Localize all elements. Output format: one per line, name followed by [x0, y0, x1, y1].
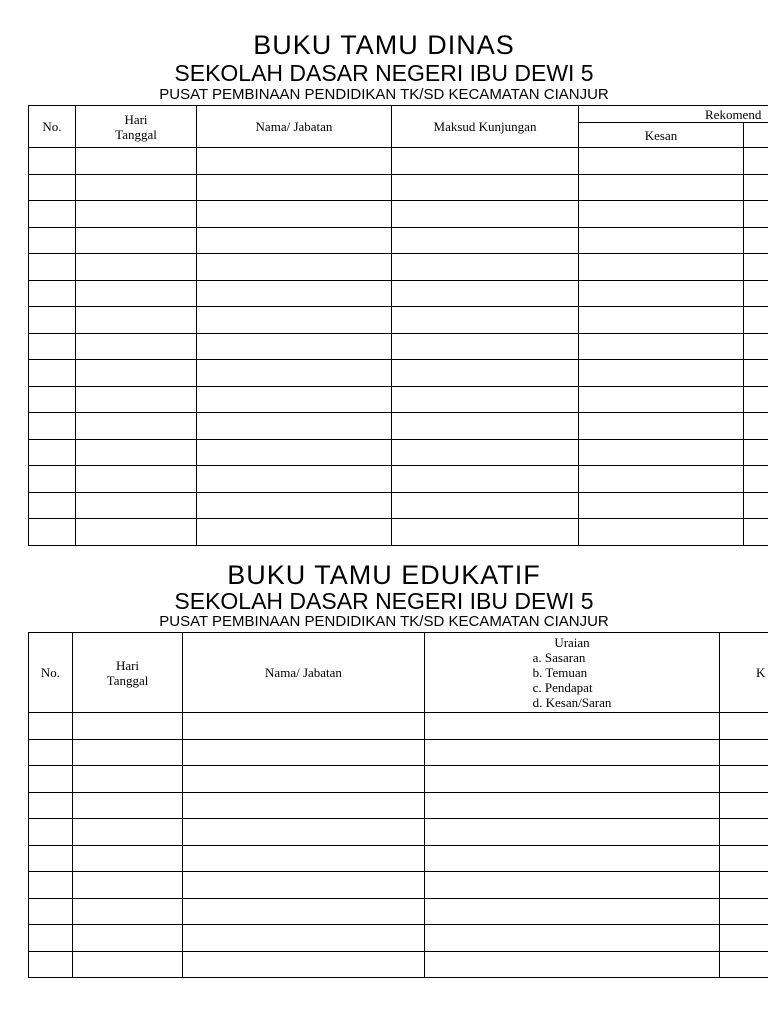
empty-cell[interactable]	[183, 951, 425, 978]
table-row	[29, 307, 768, 334]
empty-cell[interactable]	[425, 898, 720, 925]
empty-cell[interactable]	[579, 519, 744, 546]
table-row	[29, 739, 768, 766]
table-row	[29, 519, 768, 546]
empty-cell[interactable]	[425, 792, 720, 819]
empty-cell[interactable]	[76, 174, 197, 201]
empty-cell[interactable]	[744, 360, 768, 387]
empty-cell[interactable]	[744, 174, 768, 201]
empty-cell[interactable]	[183, 792, 425, 819]
empty-cell[interactable]	[76, 413, 197, 440]
table-row	[29, 492, 768, 519]
empty-cell[interactable]	[76, 519, 197, 546]
empty-cell[interactable]	[76, 148, 197, 175]
empty-cell[interactable]	[73, 845, 183, 872]
empty-cell[interactable]	[76, 439, 197, 466]
empty-cell[interactable]	[29, 739, 73, 766]
empty-cell[interactable]	[425, 819, 720, 846]
empty-cell[interactable]	[744, 333, 768, 360]
empty-cell[interactable]	[392, 280, 579, 307]
table-row	[29, 898, 768, 925]
dinas-table-body	[29, 148, 768, 546]
empty-cell[interactable]	[197, 148, 392, 175]
empty-cell[interactable]	[744, 492, 768, 519]
table-row	[29, 951, 768, 978]
table-row	[29, 925, 768, 952]
empty-cell[interactable]	[392, 227, 579, 254]
empty-cell[interactable]	[29, 254, 76, 281]
empty-cell[interactable]	[425, 845, 720, 872]
empty-cell[interactable]	[392, 519, 579, 546]
table-row	[29, 174, 768, 201]
header-no: No.	[29, 633, 73, 713]
header-uraian: Uraian a. Sasaran b. Temuan c. Pendapat d. Kesan/Saran	[425, 633, 720, 713]
empty-cell[interactable]	[392, 148, 579, 175]
empty-cell[interactable]	[197, 307, 392, 334]
empty-cell[interactable]	[197, 439, 392, 466]
empty-cell[interactable]	[73, 739, 183, 766]
empty-cell[interactable]	[720, 792, 768, 819]
empty-cell[interactable]	[392, 413, 579, 440]
empty-cell[interactable]	[392, 201, 579, 228]
empty-cell[interactable]	[29, 872, 73, 899]
empty-cell[interactable]	[579, 280, 744, 307]
empty-cell[interactable]	[73, 766, 183, 793]
empty-cell[interactable]	[744, 201, 768, 228]
empty-cell[interactable]	[183, 739, 425, 766]
empty-cell[interactable]	[29, 492, 76, 519]
empty-cell[interactable]	[579, 492, 744, 519]
empty-cell[interactable]	[392, 466, 579, 493]
empty-cell[interactable]	[29, 819, 73, 846]
empty-cell[interactable]	[76, 386, 197, 413]
empty-cell[interactable]	[183, 713, 425, 740]
empty-cell[interactable]	[183, 872, 425, 899]
empty-cell[interactable]	[392, 492, 579, 519]
empty-cell[interactable]	[197, 360, 392, 387]
empty-cell[interactable]	[392, 307, 579, 334]
edukatif-table-body	[29, 713, 768, 978]
empty-cell[interactable]	[76, 227, 197, 254]
header-no: No.	[29, 106, 76, 148]
empty-cell[interactable]	[744, 254, 768, 281]
empty-cell[interactable]	[197, 413, 392, 440]
empty-cell[interactable]	[579, 466, 744, 493]
empty-cell[interactable]	[720, 872, 768, 899]
table-row	[29, 845, 768, 872]
empty-cell[interactable]	[183, 766, 425, 793]
empty-cell[interactable]	[579, 174, 744, 201]
empty-cell[interactable]	[392, 333, 579, 360]
header-extra	[744, 123, 768, 148]
table-row	[29, 227, 768, 254]
empty-cell[interactable]	[29, 386, 76, 413]
empty-cell[interactable]	[720, 925, 768, 952]
empty-cell[interactable]	[744, 148, 768, 175]
empty-cell[interactable]	[425, 925, 720, 952]
empty-cell[interactable]	[392, 360, 579, 387]
empty-cell[interactable]	[29, 201, 76, 228]
edukatif-center-name: PUSAT PEMBINAAN PENDIDIKAN TK/SD KECAMATAN CIANJUR	[159, 613, 609, 630]
table-row	[29, 254, 768, 281]
empty-cell[interactable]	[76, 360, 197, 387]
empty-cell[interactable]	[579, 333, 744, 360]
header-nama-jabatan: Nama/ Jabatan	[197, 106, 392, 148]
empty-cell[interactable]	[29, 307, 76, 334]
empty-cell[interactable]	[197, 492, 392, 519]
empty-cell[interactable]	[183, 819, 425, 846]
empty-cell[interactable]	[197, 174, 392, 201]
edukatif-school-name: SEKOLAH DASAR NEGERI IBU DEWI 5	[174, 588, 594, 614]
empty-cell[interactable]	[76, 333, 197, 360]
table-row	[29, 413, 768, 440]
empty-cell[interactable]	[76, 254, 197, 281]
edukatif-guest-table	[28, 632, 768, 978]
empty-cell[interactable]	[73, 792, 183, 819]
empty-cell[interactable]	[76, 307, 197, 334]
empty-cell[interactable]	[579, 201, 744, 228]
empty-cell[interactable]	[392, 174, 579, 201]
empty-cell[interactable]	[392, 386, 579, 413]
empty-cell[interactable]	[744, 227, 768, 254]
empty-cell[interactable]	[720, 951, 768, 978]
empty-cell[interactable]	[29, 951, 73, 978]
empty-cell[interactable]	[29, 519, 76, 546]
empty-cell[interactable]	[425, 713, 720, 740]
empty-cell[interactable]	[425, 872, 720, 899]
table-row	[29, 819, 768, 846]
empty-cell[interactable]	[720, 819, 768, 846]
empty-cell[interactable]	[29, 898, 73, 925]
table-row	[29, 333, 768, 360]
empty-cell[interactable]	[73, 925, 183, 952]
empty-cell[interactable]	[29, 766, 73, 793]
empty-cell[interactable]	[425, 739, 720, 766]
empty-cell[interactable]	[579, 307, 744, 334]
header-kesan: Kesan	[579, 123, 744, 148]
table-row	[29, 439, 768, 466]
empty-cell[interactable]	[29, 227, 76, 254]
empty-cell[interactable]	[183, 925, 425, 952]
edukatif-title: BUKU TAMU EDUKATIF	[227, 560, 541, 590]
empty-cell[interactable]	[197, 466, 392, 493]
header-maksud-kunjungan: Maksud Kunjungan	[392, 106, 579, 148]
empty-cell[interactable]	[29, 439, 76, 466]
dinas-school-name: SEKOLAH DASAR NEGERI IBU DEWI 5	[174, 60, 594, 86]
empty-cell[interactable]	[76, 201, 197, 228]
uraian-item-temuan: b. Temuan	[532, 665, 588, 680]
empty-cell[interactable]	[73, 951, 183, 978]
header-nama-jabatan: Nama/ Jabatan	[183, 633, 425, 713]
empty-cell[interactable]	[76, 280, 197, 307]
empty-cell[interactable]	[29, 792, 73, 819]
table-row	[29, 792, 768, 819]
table-row	[29, 386, 768, 413]
table-row	[29, 713, 768, 740]
table-row	[29, 872, 768, 899]
empty-cell[interactable]	[197, 333, 392, 360]
empty-cell[interactable]	[579, 148, 744, 175]
empty-cell[interactable]	[744, 386, 768, 413]
empty-cell[interactable]	[29, 925, 73, 952]
empty-cell[interactable]	[579, 386, 744, 413]
table-row	[29, 766, 768, 793]
empty-cell[interactable]	[579, 360, 744, 387]
empty-cell[interactable]	[197, 201, 392, 228]
empty-cell[interactable]	[744, 466, 768, 493]
empty-cell[interactable]	[720, 845, 768, 872]
uraian-item-pendapat: c. Pendapat	[532, 680, 593, 695]
empty-cell[interactable]	[579, 413, 744, 440]
header-hari-tanggal: Hari Tanggal	[73, 633, 183, 713]
uraian-item-sasaran: a. Sasaran	[532, 650, 586, 665]
empty-cell[interactable]	[29, 280, 76, 307]
empty-cell[interactable]	[183, 898, 425, 925]
empty-cell[interactable]	[744, 413, 768, 440]
empty-cell[interactable]	[29, 148, 76, 175]
uraian-item-kesan-saran: d. Kesan/Saran	[532, 695, 612, 710]
table-row	[29, 360, 768, 387]
empty-cell[interactable]	[73, 898, 183, 925]
table-row	[29, 280, 768, 307]
empty-cell[interactable]	[579, 227, 744, 254]
dinas-guest-table	[28, 105, 768, 546]
empty-cell[interactable]	[579, 439, 744, 466]
empty-cell[interactable]	[392, 254, 579, 281]
header-rekomendasi: Rekomend	[579, 106, 768, 123]
empty-cell[interactable]	[425, 951, 720, 978]
dinas-title: BUKU TAMU DINAS	[253, 30, 515, 60]
empty-cell[interactable]	[744, 519, 768, 546]
empty-cell[interactable]	[73, 713, 183, 740]
empty-cell[interactable]	[76, 492, 197, 519]
empty-cell[interactable]	[197, 386, 392, 413]
empty-cell[interactable]	[29, 466, 76, 493]
empty-cell[interactable]	[73, 819, 183, 846]
uraian-list	[533, 650, 612, 710]
empty-cell[interactable]	[73, 872, 183, 899]
empty-cell[interactable]	[744, 439, 768, 466]
table-row	[29, 466, 768, 493]
empty-cell[interactable]	[720, 898, 768, 925]
empty-cell[interactable]	[197, 280, 392, 307]
empty-cell[interactable]	[720, 739, 768, 766]
table-row	[29, 148, 768, 175]
empty-cell[interactable]	[197, 254, 392, 281]
empty-cell[interactable]	[29, 174, 76, 201]
empty-cell[interactable]	[29, 845, 73, 872]
empty-cell[interactable]	[183, 845, 425, 872]
empty-cell[interactable]	[29, 333, 76, 360]
empty-cell[interactable]	[744, 307, 768, 334]
empty-cell[interactable]	[425, 766, 720, 793]
dinas-center-name: PUSAT PEMBINAAN PENDIDIKAN TK/SD KECAMATAN CIANJUR	[159, 86, 609, 103]
empty-cell[interactable]	[29, 360, 76, 387]
table-row	[29, 201, 768, 228]
empty-cell[interactable]	[744, 280, 768, 307]
empty-cell[interactable]	[197, 227, 392, 254]
header-keterangan-partial: K	[720, 633, 768, 713]
empty-cell[interactable]	[76, 466, 197, 493]
empty-cell[interactable]	[29, 413, 76, 440]
header-hari-tanggal: Hari Tanggal	[76, 106, 197, 148]
empty-cell[interactable]	[720, 713, 768, 740]
empty-cell[interactable]	[579, 254, 744, 281]
empty-cell[interactable]	[392, 439, 579, 466]
empty-cell[interactable]	[720, 766, 768, 793]
empty-cell[interactable]	[197, 519, 392, 546]
empty-cell[interactable]	[29, 713, 73, 740]
